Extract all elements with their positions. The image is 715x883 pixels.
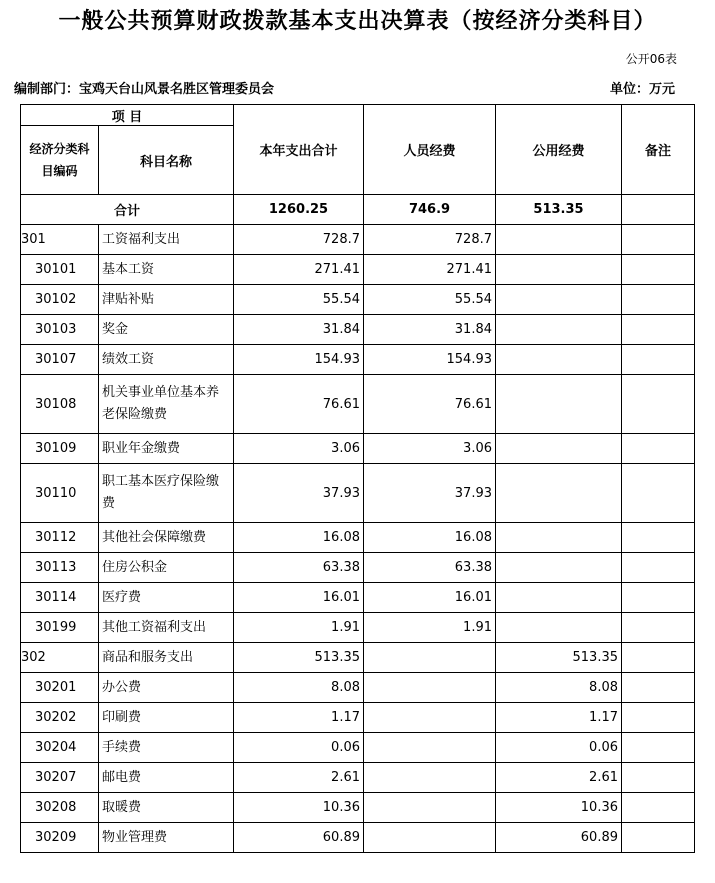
row-personnel: 16.08 xyxy=(364,523,496,553)
row-note xyxy=(622,523,695,553)
row-public xyxy=(496,285,622,315)
row-total: 37.93 xyxy=(234,464,364,523)
table-row xyxy=(21,345,695,375)
row-total: 3.06 xyxy=(234,434,364,464)
row-total: 728.7 xyxy=(234,225,364,255)
row-code: 30204 xyxy=(21,733,99,763)
row-public: 8.08 xyxy=(496,673,622,703)
row-code: 30114 xyxy=(21,583,99,613)
row-personnel xyxy=(364,793,496,823)
row-name: 其他社会保障缴费 xyxy=(99,523,234,553)
row-note xyxy=(622,345,695,375)
table-row xyxy=(21,225,695,255)
row-public xyxy=(496,523,622,553)
row-total: 1.91 xyxy=(234,613,364,643)
row-code: 30107 xyxy=(21,345,99,375)
row-note xyxy=(622,315,695,345)
row-code: 302 xyxy=(21,643,99,673)
row-public: 513.35 xyxy=(496,643,622,673)
row-public xyxy=(496,583,622,613)
row-public xyxy=(496,464,622,523)
table-row xyxy=(21,793,695,823)
row-code: 30201 xyxy=(21,673,99,703)
table-row xyxy=(21,703,695,733)
header-personnel: 人员经费 xyxy=(364,105,496,195)
row-code: 30108 xyxy=(21,375,99,434)
header-code: 经济分类科目编码 xyxy=(21,126,99,195)
row-note xyxy=(622,793,695,823)
total-row xyxy=(21,195,695,225)
row-note xyxy=(622,583,695,613)
form-code: 公开06表 xyxy=(625,52,677,66)
row-total: 16.01 xyxy=(234,583,364,613)
row-total: 513.35 xyxy=(234,643,364,673)
row-personnel: 728.7 xyxy=(364,225,496,255)
row-personnel: 16.01 xyxy=(364,583,496,613)
header-public: 公用经费 xyxy=(496,105,622,195)
row-personnel: 271.41 xyxy=(364,255,496,285)
row-total: 60.89 xyxy=(234,823,364,853)
row-code: 30103 xyxy=(21,315,99,345)
total-public: 513.35 xyxy=(496,195,622,225)
row-code: 30110 xyxy=(21,464,99,523)
total-note xyxy=(622,195,695,225)
row-personnel xyxy=(364,673,496,703)
row-public xyxy=(496,345,622,375)
row-note xyxy=(622,613,695,643)
table-row xyxy=(21,673,695,703)
row-personnel xyxy=(364,733,496,763)
header-name: 科目名称 xyxy=(99,126,234,195)
row-total: 0.06 xyxy=(234,733,364,763)
row-name: 印刷费 xyxy=(99,703,234,733)
table-row xyxy=(21,583,695,613)
row-code: 30109 xyxy=(21,434,99,464)
row-name: 医疗费 xyxy=(99,583,234,613)
row-total: 10.36 xyxy=(234,793,364,823)
row-note xyxy=(622,375,695,434)
department-label: 编制部门：宝鸡天台山风景名胜区管理委员会 xyxy=(14,82,275,97)
row-public xyxy=(496,375,622,434)
row-code: 30113 xyxy=(21,553,99,583)
row-code: 301 xyxy=(21,225,99,255)
row-note xyxy=(622,553,695,583)
row-total: 16.08 xyxy=(234,523,364,553)
table-row xyxy=(21,823,695,853)
row-total: 154.93 xyxy=(234,345,364,375)
row-personnel xyxy=(364,763,496,793)
row-name: 办公费 xyxy=(99,673,234,703)
row-code: 30112 xyxy=(21,523,99,553)
row-public xyxy=(496,225,622,255)
row-total: 55.54 xyxy=(234,285,364,315)
row-code: 30102 xyxy=(21,285,99,315)
row-personnel: 31.84 xyxy=(364,315,496,345)
row-name: 手续费 xyxy=(99,733,234,763)
row-code: 30208 xyxy=(21,793,99,823)
total-personnel: 746.9 xyxy=(364,195,496,225)
table-row xyxy=(21,255,695,285)
table-row xyxy=(21,523,695,553)
row-personnel: 1.91 xyxy=(364,613,496,643)
row-public xyxy=(496,613,622,643)
row-public xyxy=(496,553,622,583)
row-code: 30202 xyxy=(21,703,99,733)
table-row xyxy=(21,553,695,583)
row-note xyxy=(622,763,695,793)
row-name: 商品和服务支出 xyxy=(99,643,234,673)
expenditure-table xyxy=(20,104,695,853)
row-personnel xyxy=(364,703,496,733)
row-note xyxy=(622,464,695,523)
row-name: 邮电费 xyxy=(99,763,234,793)
row-note xyxy=(622,643,695,673)
row-public xyxy=(496,315,622,345)
header-note: 备注 xyxy=(622,105,695,195)
row-name: 职工基本医疗保险缴费 xyxy=(99,464,234,523)
row-public: 60.89 xyxy=(496,823,622,853)
table-row xyxy=(21,434,695,464)
table-row xyxy=(21,643,695,673)
row-note xyxy=(622,285,695,315)
row-note xyxy=(622,673,695,703)
table-row xyxy=(21,315,695,345)
row-note xyxy=(622,255,695,285)
row-total: 63.38 xyxy=(234,553,364,583)
row-personnel xyxy=(364,823,496,853)
row-code: 30199 xyxy=(21,613,99,643)
row-note xyxy=(622,733,695,763)
row-code: 30101 xyxy=(21,255,99,285)
row-personnel: 37.93 xyxy=(364,464,496,523)
row-code: 30207 xyxy=(21,763,99,793)
row-code: 30209 xyxy=(21,823,99,853)
row-note xyxy=(622,434,695,464)
table-row xyxy=(21,763,695,793)
row-note xyxy=(622,823,695,853)
row-public: 1.17 xyxy=(496,703,622,733)
row-note xyxy=(622,703,695,733)
row-total: 1.17 xyxy=(234,703,364,733)
row-total: 271.41 xyxy=(234,255,364,285)
row-name: 津贴补贴 xyxy=(99,285,234,315)
row-personnel xyxy=(364,643,496,673)
row-name: 取暖费 xyxy=(99,793,234,823)
row-name: 物业管理费 xyxy=(99,823,234,853)
page-title: 一般公共预算财政拨款基本支出决算表（按经济分类科目） xyxy=(58,9,657,34)
row-name: 绩效工资 xyxy=(99,345,234,375)
row-total: 76.61 xyxy=(234,375,364,434)
header-total: 本年支出合计 xyxy=(234,105,364,195)
table-row xyxy=(21,733,695,763)
total-amount: 1260.25 xyxy=(234,195,364,225)
row-public xyxy=(496,434,622,464)
row-name: 住房公积金 xyxy=(99,553,234,583)
row-total: 8.08 xyxy=(234,673,364,703)
table-row xyxy=(21,464,695,523)
row-name: 机关事业单位基本养老保险缴费 xyxy=(99,375,234,434)
table-row xyxy=(21,375,695,434)
row-personnel: 63.38 xyxy=(364,553,496,583)
table-row xyxy=(21,613,695,643)
row-personnel: 3.06 xyxy=(364,434,496,464)
unit-label: 单位：万元 xyxy=(609,82,675,97)
row-total: 31.84 xyxy=(234,315,364,345)
row-personnel: 76.61 xyxy=(364,375,496,434)
row-name: 基本工资 xyxy=(99,255,234,285)
row-public: 0.06 xyxy=(496,733,622,763)
row-public xyxy=(496,255,622,285)
header-item: 项 目 xyxy=(21,105,234,126)
row-note xyxy=(622,225,695,255)
row-name: 奖金 xyxy=(99,315,234,345)
row-name: 工资福利支出 xyxy=(99,225,234,255)
row-total: 2.61 xyxy=(234,763,364,793)
total-label: 合计 xyxy=(21,195,234,225)
row-name: 其他工资福利支出 xyxy=(99,613,234,643)
row-public: 10.36 xyxy=(496,793,622,823)
row-personnel: 55.54 xyxy=(364,285,496,315)
table-row xyxy=(21,285,695,315)
row-name: 职业年金缴费 xyxy=(99,434,234,464)
row-public: 2.61 xyxy=(496,763,622,793)
row-personnel: 154.93 xyxy=(364,345,496,375)
